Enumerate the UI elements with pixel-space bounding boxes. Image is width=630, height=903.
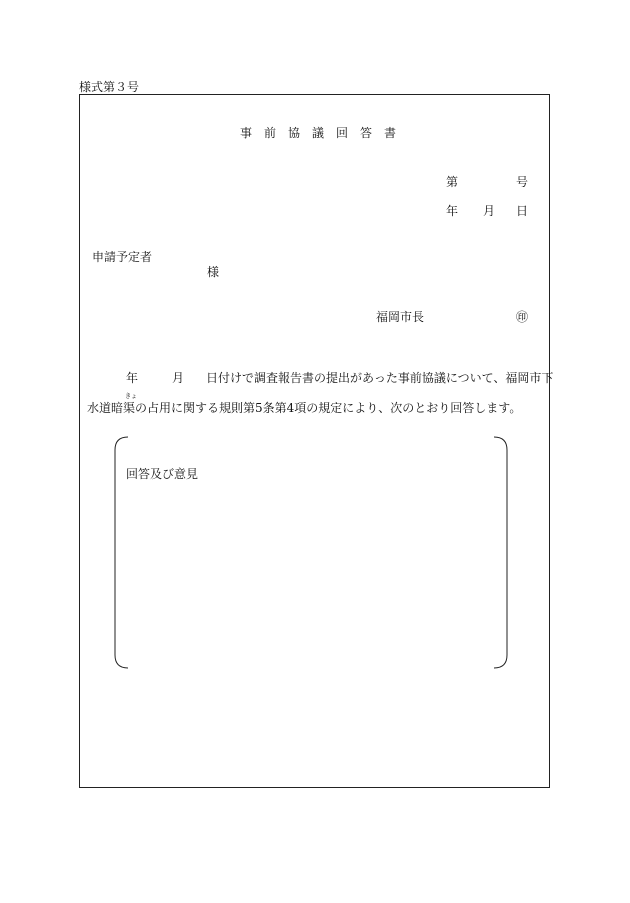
seal-mark: ㊞	[516, 310, 529, 324]
date-month-label: 月	[483, 204, 496, 218]
body-month-label: 月	[172, 371, 185, 385]
applicant-label: 申請予定者	[92, 250, 153, 264]
body-text-line-1	[126, 369, 553, 386]
right-bracket	[494, 437, 507, 668]
body-year-label: 年	[126, 371, 139, 385]
date-year-label: 年	[446, 204, 459, 218]
body-text-content: 日付けで調査報告書の提出があった事前協議について、福岡市下	[206, 371, 554, 385]
answer-label: 回答及び意見	[126, 467, 199, 481]
date-day-label: 日	[516, 204, 529, 218]
honorific: 様	[207, 265, 220, 279]
document-title: 事前協議回答書	[240, 126, 409, 140]
document-number-suffix: 号	[516, 175, 529, 189]
body-text-line-2: 水道暗渠の占用に関する規則第5条第4項の規定により、次のとおり回答します。	[87, 401, 522, 415]
ruby-annotation: きょ	[125, 393, 138, 400]
issuer-name: 福岡市長	[376, 310, 425, 324]
document-number-prefix: 第	[446, 175, 459, 189]
form-number-label: 様式第３号	[79, 80, 140, 94]
